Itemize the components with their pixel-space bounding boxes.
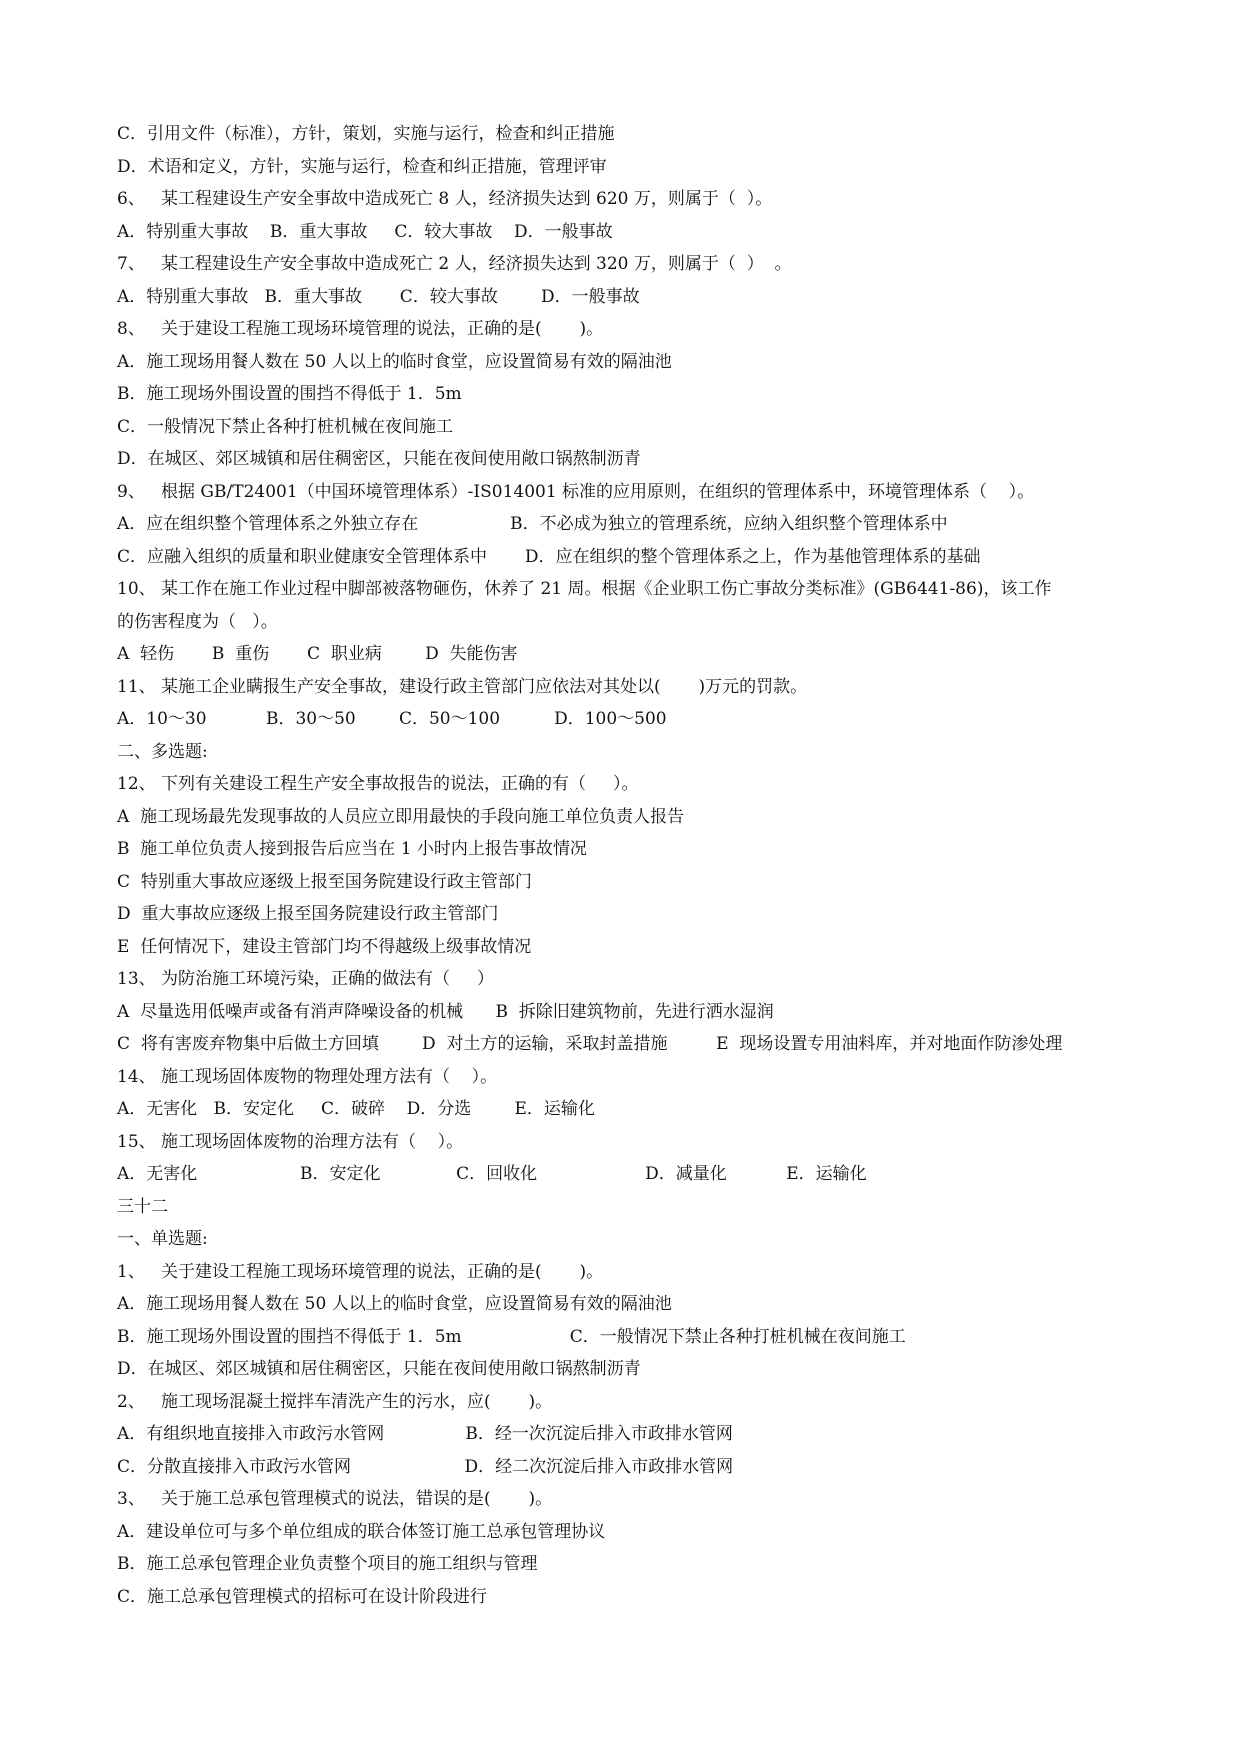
text-line: C．引用文件（标准），方针，策划，实施与运行，检查和纠正措施 (117, 124, 615, 144)
options-line: A 尽量选用低噪声或备有消声降噪设备的机械 B 拆除旧建筑物前，先进行洒水湿润 (117, 1001, 774, 1022)
question-line: 10、 某工作在施工作业过程中脚部被落物砸伤，休养了 21 周。根据《企业职工伤亡事故分类标准》(GB6441-86)，该工作 (117, 579, 1052, 599)
question-line: 8、 关于建设工程施工现场环境管理的说法，正确的是( )。 (117, 319, 604, 339)
option-line: B 施工单位负责人接到报告后应当在 1 小时内上报告事故情况 (117, 839, 587, 859)
options-line: C．应融入组织的质量和职业健康安全管理体系中 D．应在组织的整个管理体系之上，作为基他管理体系的基础 (117, 546, 981, 567)
section-number: 三十二 (117, 1196, 168, 1217)
options-line: A．有组织地直接排入市政污水管网 B．经一次沉淀后排入市政排水管网 (117, 1424, 733, 1444)
question-line: 15、 施工现场固体废物的治理方法有（ ）。 (117, 1131, 464, 1152)
option-line: D 重大事故应逐级上报至国务院建设行政主管部门 (117, 904, 499, 924)
question-line: 2、 施工现场混凝土搅拌车清洗产生的污水，应( )。 (117, 1391, 553, 1412)
option-line: D．在城区、郊区城镇和居住稠密区，只能在夜间使用敞口锅熬制沥青 (117, 449, 641, 469)
options-line: A．无害化 B．安定化 C．破碎 D．分选 E．运输化 (117, 1099, 595, 1119)
options-line: C 将有害废弃物集中后做土方回填 D 对土方的运输，采取封盖措施 E 现场设置专用油料库，并对地面作防渗处理 (117, 1034, 1063, 1054)
section-heading: 二、多选题: (117, 741, 208, 762)
options-line: A．无害化 B．安定化 C．回收化 D．减量化 E．运输化 (117, 1164, 867, 1184)
question-line: 7、 某工程建设生产安全事故中造成死亡 2 人，经济损失达到 320 万，则属于（ ） 。 (117, 254, 792, 274)
question-line: 12、 下列有关建设工程生产安全事故报告的说法，正确的有（ ）。 (117, 774, 639, 794)
option-line: A 施工现场最先发现事故的人员应立即用最快的手段向施工单位负责人报告 (117, 806, 685, 827)
option-line: E 任何情况下，建设主管部门均不得越级上级事故情况 (117, 936, 532, 957)
question-line: 11、 某施工企业瞒报生产安全事故，建设行政主管部门应依法对其处以( )万元的罚款。 (117, 676, 808, 697)
section-heading: 一、单选题: (117, 1229, 208, 1249)
question-line: 14、 施工现场固体废物的物理处理方法有（ ）。 (117, 1066, 498, 1087)
document-page (117, 118, 1177, 1613)
option-line: C．一般情况下禁止各种打桩机械在夜间施工 (117, 416, 454, 437)
option-line: C．施工总承包管理模式的招标可在设计阶段进行 (117, 1586, 488, 1607)
question-line: 3、 关于施工总承包管理模式的说法，错误的是( )。 (117, 1489, 553, 1509)
option-line: C 特别重大事故应逐级上报至国务院建设行政主管部门 (117, 871, 532, 892)
option-line: D．在城区、郊区城镇和居住稠密区，只能在夜间使用敞口锅熬制沥青 (117, 1359, 641, 1379)
options-line: B．施工现场外围设置的围挡不得低于 1．5m C．一般情况下禁止各种打桩机械在夜间施工 (117, 1326, 906, 1347)
question-line: 1、 关于建设工程施工现场环境管理的说法，正确的是( )。 (117, 1261, 604, 1282)
question-line: 13、 为防治施工环境污染，正确的做法有（ ） (117, 969, 495, 989)
options-line: A．特别重大事故 B．重大事故 C．较大事故 D．一般事故 (117, 221, 613, 242)
option-line: B．施工现场外围设置的围挡不得低于 1．5m (117, 384, 462, 404)
option-line: B．施工总承包管理企业负责整个项目的施工组织与管理 (117, 1554, 538, 1574)
options-line: A 轻伤 B 重伤 C 职业病 D 失能伤害 (117, 644, 518, 664)
option-line: A．施工现场用餐人数在 50 人以上的临时食堂，应设置简易有效的隔油池 (117, 1294, 672, 1314)
question-line: 的伤害程度为（ ）。 (117, 611, 278, 632)
question-line: 6、 某工程建设生产安全事故中造成死亡 8 人，经济损失达到 620 万，则属于（ ）。 (117, 189, 773, 209)
options-line: C．分散直接排入市政污水管网 D．经二次沉淀后排入市政排水管网 (117, 1456, 734, 1477)
options-line: A．应在组织整个管理体系之外独立存在 B．不必成为独立的管理系统，应纳入组织整个管理体系中 (117, 514, 948, 534)
options-line: A．10～30 B．30～50 C．50～100 D．100～500 (117, 709, 667, 729)
option-line: A．施工现场用餐人数在 50 人以上的临时食堂，应设置简易有效的隔油池 (117, 351, 672, 372)
options-line: A．特别重大事故 B．重大事故 C．较大事故 D．一般事故 (117, 286, 640, 307)
text-line: D．术语和定义，方针，实施与运行，检查和纠正措施，管理评审 (117, 156, 607, 177)
question-line: 9、 根据 GB/T24001（中国环境管理体系）-IS014001 标准的应用原则，在组织的管理体系中，环境管理体系（ ）。 (117, 481, 1035, 502)
option-line: A．建设单位可与多个单位组成的联合体签订施工总承包管理协议 (117, 1521, 606, 1542)
